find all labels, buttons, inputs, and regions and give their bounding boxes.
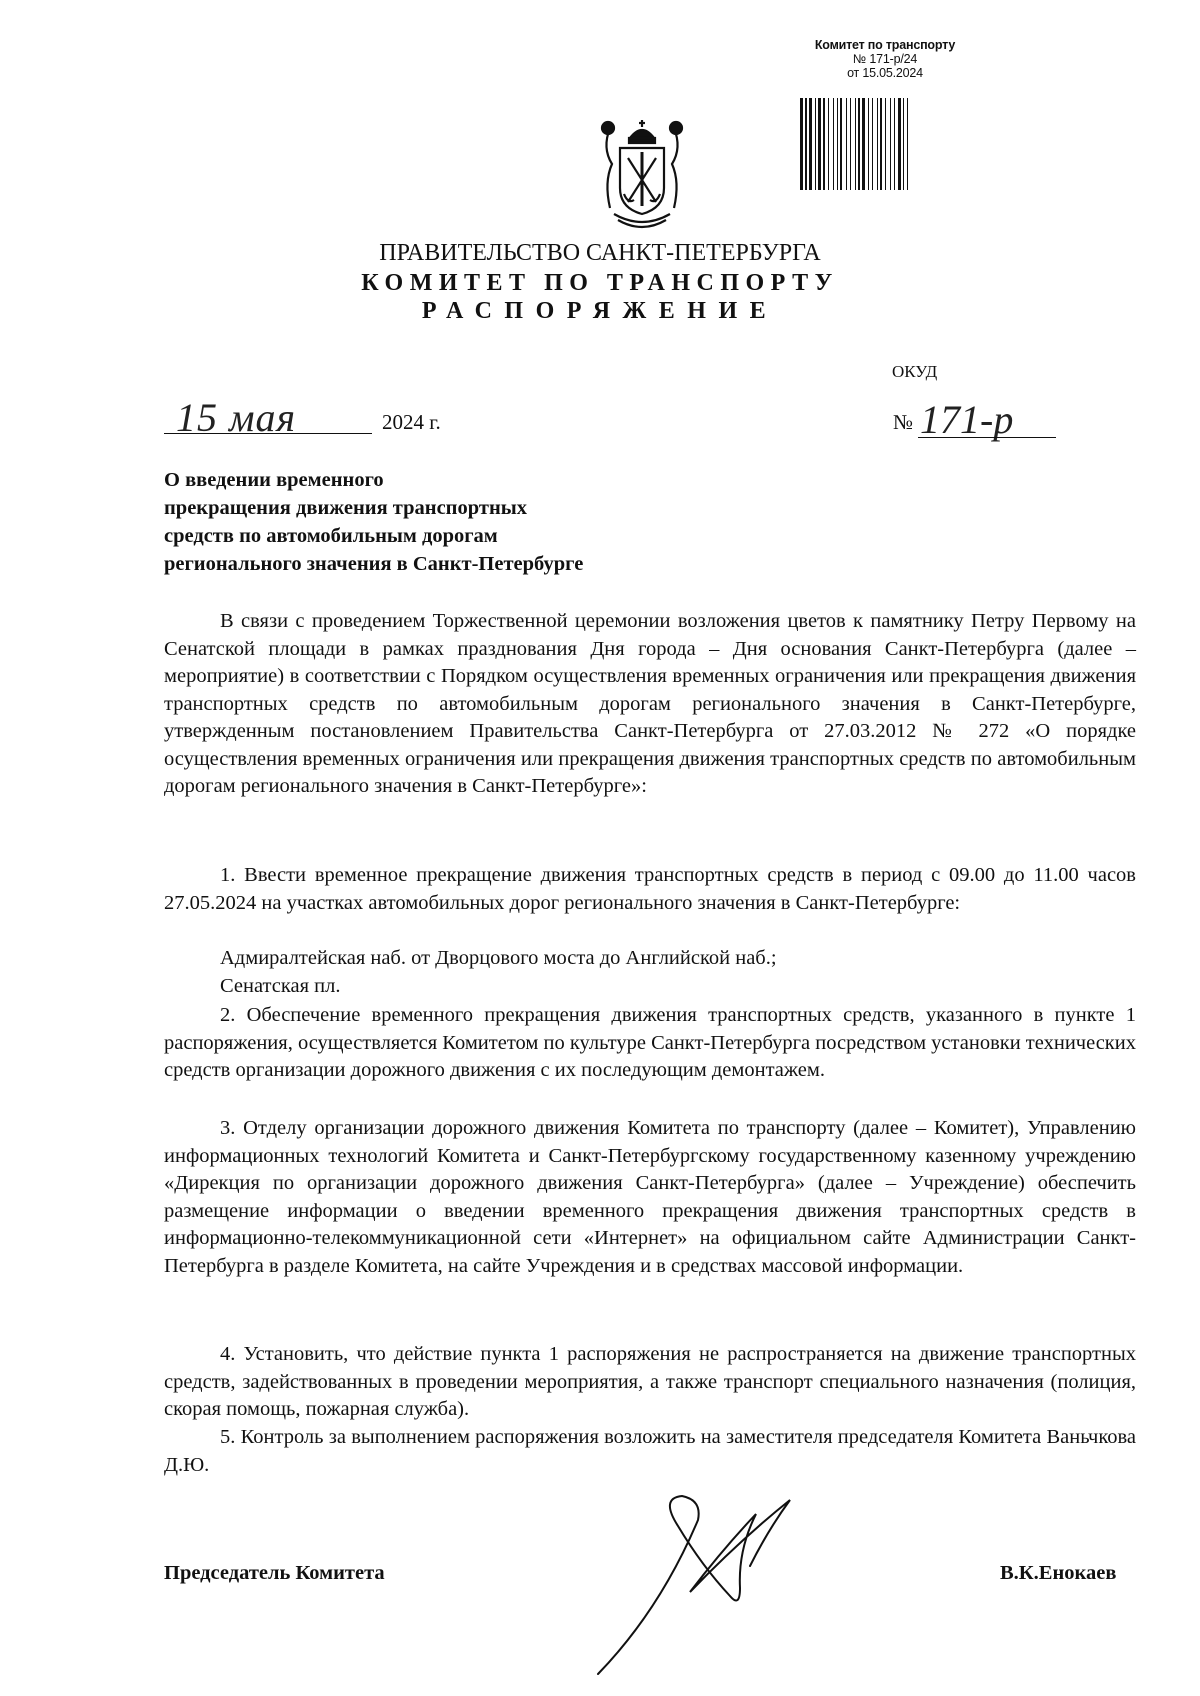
government-name: ПРАВИТЕЛЬСТВО САНКТ-ПЕТЕРБУРГА — [379, 240, 821, 266]
number-underline — [918, 437, 1056, 438]
road-section-item: Адмиралтейская наб. от Дворцового моста до Английской наб.; — [220, 947, 777, 969]
intro-paragraph: В связи с проведением Торжественной церемонии возложения цветов к памятнику Петру Первому на Сенатской площади в рамках празднования Дня города – Дня основания Санкт-Петербурга (далее – мероприятие) в соответствии с Порядком осуществления временных ограничения или прекращения движения транспортных средств по автомобильным дорогам регионального значения в Санкт-Петербурге, утвержденным постановлением Правительства Санкт-Петербурга от 27.03.2012 № 272 «О порядке осуществления временных ограничения или прекращения движения транспортных средств по автомобильным дорогам регионального значения в Санкт-Петербурге»: — [164, 610, 1136, 797]
subject-line: прекращения движения транспортных — [164, 497, 528, 519]
date-underline — [164, 433, 372, 434]
clause-2: 2. Обеспечение временного прекращения движения транспортных средств, указанного в пункте 1 распоряжения, осуществляется Комитетом по культуре Санкт-Петербурга посредством установки технических средств организации дорожного движения с их последующим демонтажем. — [164, 1004, 1136, 1081]
subject-line: средств по автомобильным дорогам — [164, 525, 498, 547]
document-type: РАСПОРЯЖЕНИЕ — [421, 298, 779, 324]
date-year: 2024 г. — [382, 410, 441, 434]
subject-line: О введении временного — [164, 469, 384, 491]
coat-of-arms-emblem — [594, 118, 690, 230]
signatory-name: В.К.Енокаев — [1000, 1562, 1117, 1584]
clause-1: 1. Ввести временное прекращение движения транспортных средств в период с 09.00 до 11.00 часов 27.05.2024 на участках автомобильных дорог регионального значения в Санкт-Петербурге: — [164, 864, 1136, 914]
registration-stamp — [790, 38, 980, 80]
handwritten-date: 15 мая — [176, 395, 297, 440]
handwritten-number: 171-р — [920, 397, 1014, 442]
committee-name: КОМИТЕТ ПО ТРАНСПОРТУ — [361, 270, 839, 296]
clause-5: 5. Контроль за выполнением распоряжения возложить на заместителя председателя Комитета Ваньчкова Д.Ю. — [164, 1426, 1136, 1476]
signatory-title: Председатель Комитета — [164, 1562, 385, 1584]
clause-4: 4. Установить, что действие пункта 1 распоряжения не распространяется на движение транспортных средств, задействованных в проведении мероприятия, а также транспорт специального назначения (полиция, скорая помощь, пожарная служба). — [164, 1343, 1136, 1420]
barcode — [800, 98, 975, 190]
stamp-line-number: № 171-р/24 — [852, 52, 918, 66]
clause-3: 3. Отделу организации дорожного движения Комитета по транспорту (далее – Комитет), Управлению информационных технологий Комитета и Санкт-Петербургскому государственному казенному учреждению «Дирекция по организации дорожного движения Санкт-Петербурга» (далее – Учреждение) обеспечить размещение информации о введении временного прекращения движения транспортных средств в информационно-телекоммуникационной сети «Интернет» на официальном сайте Администрации Санкт-Петербурга в разделе Комитета, на сайте Учреждения и в средствах массовой информации. — [164, 1117, 1136, 1277]
stamp-line-date: от 15.05.2024 — [847, 66, 923, 80]
subject-line: регионального значения в Санкт-Петербурге — [164, 553, 584, 575]
road-section-item: Сенатская пл. — [220, 975, 341, 997]
okud-label: ОКУД — [892, 362, 938, 381]
stamp-line-organization: Комитет по транспорту — [814, 38, 956, 52]
number-sign: № — [893, 410, 914, 434]
handwritten-signature — [590, 1470, 830, 1680]
document-subject — [164, 466, 724, 578]
